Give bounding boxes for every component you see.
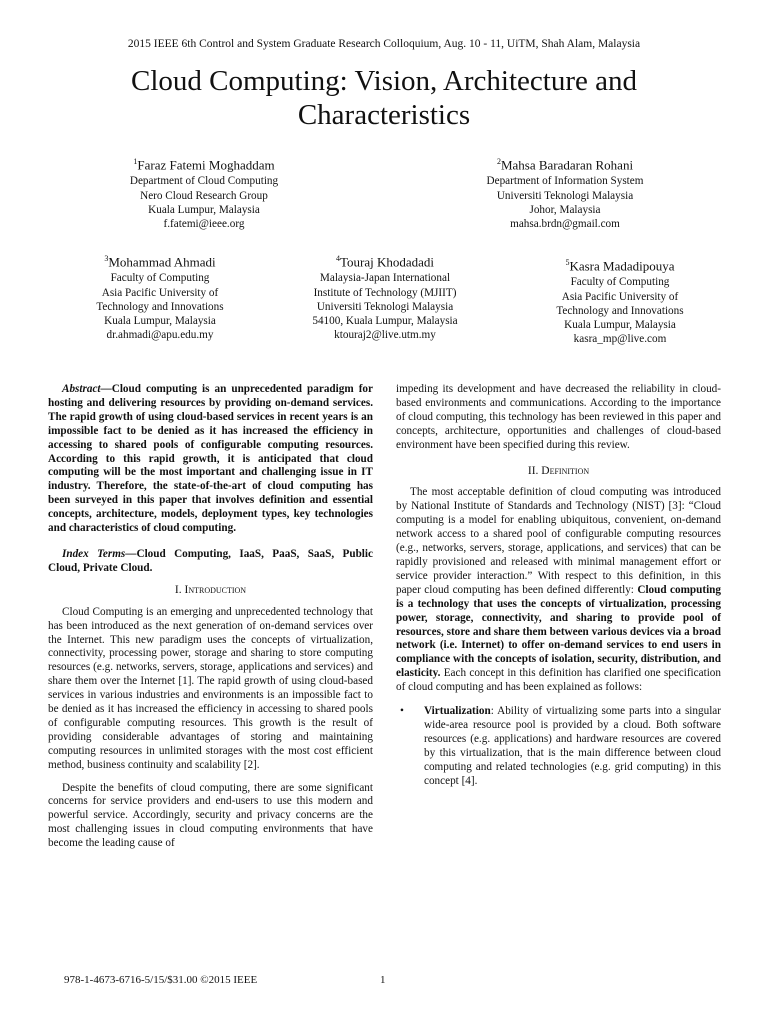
author-block-4 [270,250,500,342]
author-block-2 [425,153,705,231]
bullet-icon: • [400,705,404,718]
author-affiliation: Kuala Lumpur, Malaysia [564,318,676,331]
abstract-label: Abstract [62,383,101,395]
intro-paragraph-1: Cloud Computing is an emerging and unprecedented technology that has been introduced as the next generation of on-demand services over the Internet. This new paradigm uses the concepts of virtualization, connectivity, processing power, storage and sharing to store computing resources (e.g. networks, servers, storage, applications and services) and share them over the Internet [1]. The rapid growth of using cloud-based services in various industries and environments is an impossible fact to be denied as it has increased the efficiency in accessing to shared pools of configurable computing resources. This growth is the result of providing considerable advantages of storing and maintaining computing resources in unlimited storages with the most cost efficient method, business continuity and scalability [2]. [48,605,373,771]
author-affiliation: Universiti Teknologi Malaysia [496,189,634,202]
author-affiliation: Asia Pacific University of [561,290,679,303]
author-name: $^5$Kasra Madadipouya [565,258,675,274]
author-affiliation: Asia Pacific University of [101,286,219,299]
author-name: $^3$Mohammad Ahmadi [104,254,216,270]
author-affiliation: Department of Cloud Computing [129,175,279,188]
author-name: $^1$Faraz Fatemi Moghaddam [133,157,275,173]
index-terms [48,548,373,576]
author-affiliation: Johor, Malaysia [529,203,601,216]
section-heading-introduction: I. Introduction [174,583,247,596]
author-block-1 [64,153,344,231]
author-affiliation: Department of Information System [486,175,644,188]
author-email: mahsa.brdn@gmail.com [510,217,620,230]
conference-header: 2015 IEEE 6th Control and System Graduate Research Colloquium, Aug. 10 - 11, UiTM, Shah Alam, Malaysia [127,38,641,50]
definition-paragraph: The most acceptable definition of cloud computing was introduced by National Institute of Standards and Technology (NIST) [3]: “Cloud computing is a model for enabling ubiquitous, convenient, on-demand network access to a shared pool of configurable computing resources (e.g., networks, servers, storage, applications, and services) that can be rapidly provisioned and released with minimal management effort or service provider interaction.” With respect to this definition, in this paper cloud computing has been defined differently: Cloud computing is a technology that uses the concepts of virtualization, processing power, storage, connectivity, and sharing to provide pool of resources, store and share them between various devices via a broad network (i.e. Internet) to offer on-demand services to end users in compliance with the concepts of isolation, security, distribution, and elasticity. Each concept in this definition has clarified one specification of cloud computing and has been explained as follows: [396,486,721,694]
intro-paragraph-2: Despite the benefits of cloud computing, there are some significant concerns for service providers and end-users to use this modern and powerful service. Accordingly, security and privacy concerns are the most challenging issues in cloud computing environments that have become the leading cause of [48,781,373,850]
index-terms-label: Index Terms [62,547,126,560]
author-affiliation: Technology and Innovations [556,304,684,317]
footer-isbn: 978-1-4673-6716-5/15/$31.00 ©2015 IEEE [64,974,258,986]
author-affiliation: Nero Cloud Research Group [140,189,268,202]
paper-title: Cloud Computing: Vision, Architecture and Characteristics [131,65,637,131]
section-heading-definition: II. Definition [527,464,590,477]
author-email: f.fatemi@ieee.org [163,217,245,230]
author-affiliation: Universiti Teknologi Malaysia [316,300,454,313]
bullet-term: Virtualization [424,705,491,718]
abstract [48,383,373,536]
author-block-5 [510,254,730,346]
right-column [396,383,721,788]
definition-bold: Cloud computing is a technology that uses the concepts of virtualization, processing power, storage, connectivity, and sharing to provide pool of resources, store and share them between various devices via a broad network (i.e. Internet) to offer on-demand services to end users in compliance with the concepts of isolation, security, distribution, and elasticity. [396,583,721,680]
author-block-3 [50,250,270,342]
author-affiliation: Kuala Lumpur, Malaysia [104,314,216,327]
author-affiliation: Technology and Innovations [96,300,224,313]
author-name: $^2$Mahsa Baradaran Rohani [496,157,634,173]
page-number: 1 [380,974,386,986]
bullet-text: : Ability of virtualizing some parts into a singular wide-area resource pool is provided by a cloud. Both software resources (e.g. applications) and hardware resources are covered by this virtualization, that is the main difference between cloud computing and related technologies (e.g. grid computing) in this concept [4]. [424,705,721,787]
left-column [48,383,373,851]
abstract-text: —Cloud computing is an unprecedented paradigm for hosting and delivering resources by providing on-demand services. The rapid growth of using cloud-based services in recent years is an impossible fact to be denied as it has increased the efficiency in accessing to shared pools of configurable computing resources. According to this rapid growth, it is anticipated that cloud computing will be the most important and challenging issue in IT industry. Therefore, the state-of-the-art of cloud computing has been surveyed in this paper that involves definition and essential concepts, architecture, models, deployment types, key technologies and characteristics of cloud computing. [48,383,373,535]
author-affiliation: Malaysia-Japan International [319,272,451,285]
author-email: kasra_mp@live.com [573,333,667,346]
author-affiliation: Kuala Lumpur, Malaysia [148,203,260,216]
author-name: $^4$Touraj Khodadadi [335,254,435,270]
author-affiliation: Faculty of Computing [570,276,670,289]
index-terms-text: —Cloud Computing, IaaS, PaaS, SaaS, Public Cloud, Private Cloud. [48,547,373,574]
intro-paragraph-continued: impeding its development and have decreased the reliability in cloud-based environments and communications. According to the importance of cloud computing, this technology has been reviewed in this paper and concepts, architecture, opportunities and challenges of cloud-based environment have been specified during this review. [396,383,721,451]
list-item-virtualization [396,705,721,788]
author-affiliation: 54100, Kuala Lumpur, Malaysia [312,314,458,327]
author-email: ktouraj2@live.utm.my [334,329,436,342]
author-affiliation: Institute of Technology (MJIIT) [313,286,457,299]
author-email: dr.ahmadi@apu.edu.my [106,329,214,342]
author-affiliation: Faculty of Computing [110,272,210,285]
